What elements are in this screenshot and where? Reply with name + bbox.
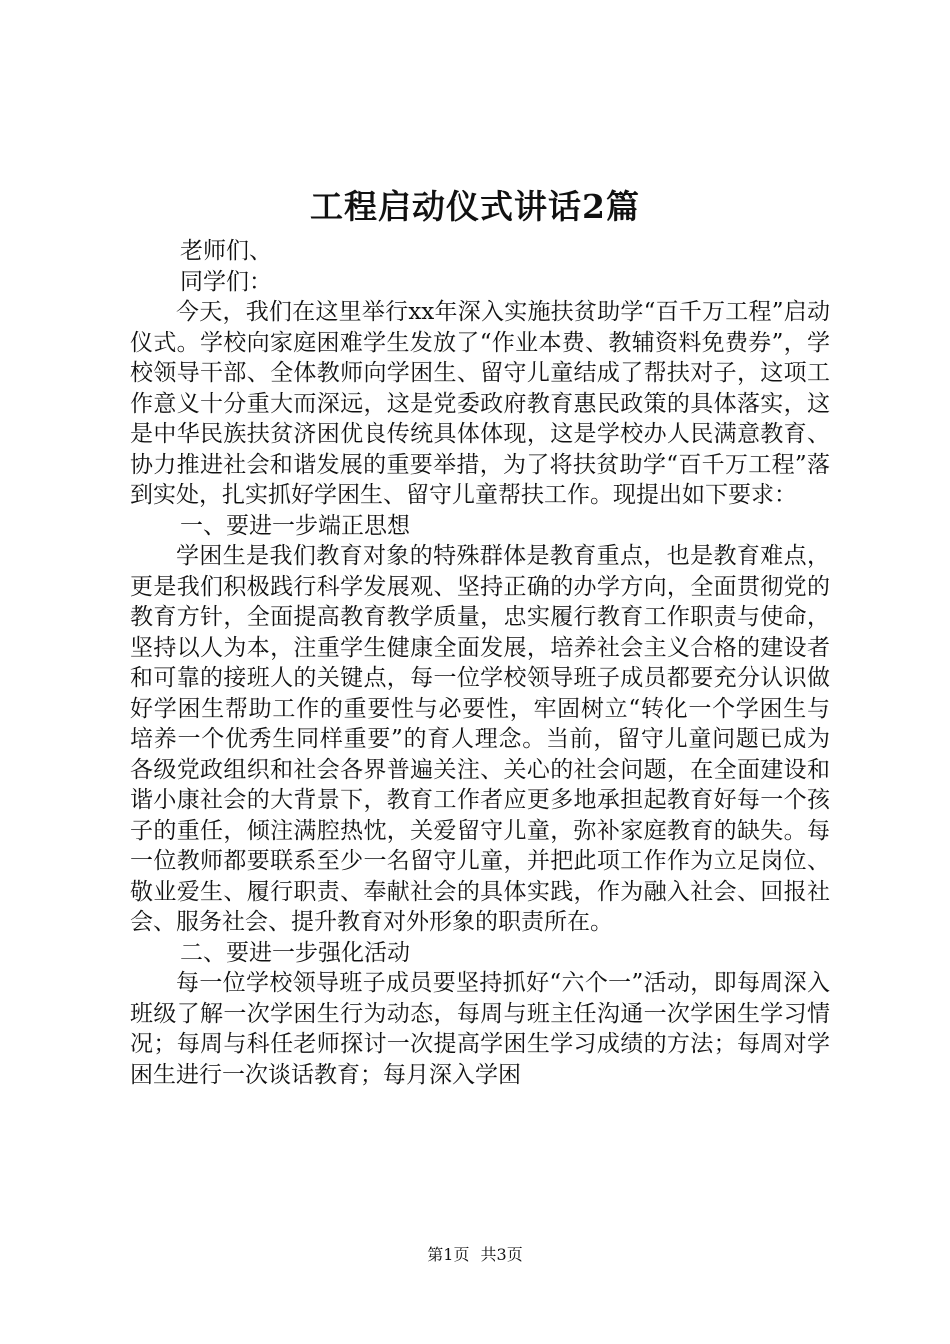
page-footer bbox=[0, 1244, 950, 1266]
document-body bbox=[130, 236, 830, 1090]
page-total: 共3页 bbox=[480, 1245, 523, 1264]
page-number: 第1页 bbox=[427, 1245, 470, 1264]
paragraph-section-2: 每一位学校领导班子成员要坚持抓好“六个一”活动，即每周深入班级了解一次学困生行为动态，每周与班主任沟通一次学困生学习情况；每周与科任老师探讨一次提高学困生学习成绩的方法；每周对学困生进行一次谈话教育；每月深入学困 bbox=[130, 970, 830, 1088]
salutation-teachers: 老师们、 bbox=[180, 238, 272, 264]
document-title: 工程启动仪式讲话2篇 bbox=[310, 187, 640, 226]
paragraph-intro: 今天，我们在这里举行xx年深入实施扶贫助学“百千万工程”启动仪式。学校向家庭困难学生发放了“作业本费、教辅资料免费券”，学校领导干部、全体教师向学困生、留守儿童结成了帮扶对子，这项工作意义十分重大而深远，这是党委政府教育惠民政策的具体落实，这是中华民族扶贫济困优良传统具体体现，这是学校办人民满意教育、协力推进社会和谐发展的重要举措，为了将扶贫助学“百千万工程”落到实处，扎实抓好学困生、留守儿童帮扶工作。现提出如下要求： bbox=[130, 299, 830, 508]
salutation-students: 同学们： bbox=[180, 268, 272, 295]
section-heading-2: 二、要进一步强化活动 bbox=[180, 939, 410, 966]
paragraph-section-1: 学困生是我们教育对象的特殊群体是教育重点，也是教育难点，更是我们积极践行科学发展观、坚持正确的办学方向，全面贯彻党的教育方针，全面提高教育教学质量，忠实履行教育工作职责与使命，坚持以人为本，注重学生健康全面发展，培养社会主义合格的建设者和可靠的接班人的关键点，每一位学校领导班子成员都要充分认识做好学困生帮助工作的重要性与必要性，牢固树立“转化一个学困生与培养一个优秀生同样重要”的育人理念。当前，留守儿童问题已成为各级党政组织和社会各界普遍关注、关心的社会问题，在全面建设和谐小康社会的大背景下，教育工作者应更多地承担起教育好每一个孩子的重任，倾注满腔热忱，关爱留守儿童，弥补家庭教育的缺失。每一位教师都要联系至少一名留守儿童，并把此项工作作为立足岗位、敬业爱生、履行职责、奉献社会的具体实践，作为融入社会、回报社会、服务社会、提升教育对外形象的职责所在。 bbox=[130, 543, 830, 935]
section-heading-1: 一、要进一步端正思想 bbox=[180, 512, 410, 539]
